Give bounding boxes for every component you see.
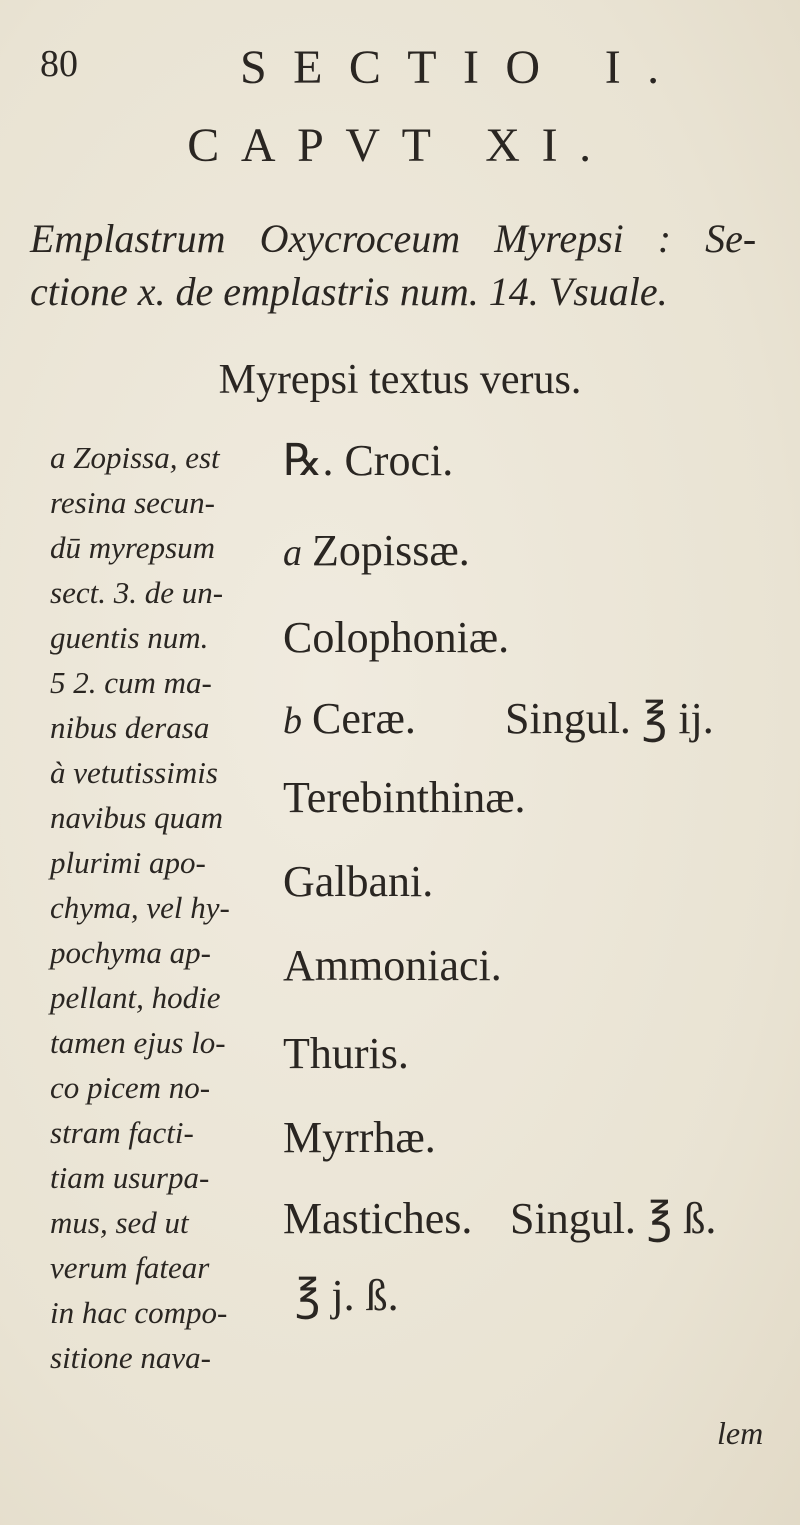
recipe-line: [295, 1270, 399, 1321]
recipe-ingredient: Zopissæ.: [312, 526, 470, 575]
margin-note-line: pochyma ap-: [50, 935, 211, 970]
chapter-title: CAPVT XI.: [187, 119, 613, 172]
catchword: lem: [717, 1415, 764, 1451]
margin-note-line: sect. 3. de un-: [50, 575, 224, 610]
recipe-line: [283, 435, 453, 486]
margin-note-line: mus, sed ut: [50, 1205, 189, 1240]
margin-note-line: stram facti-: [50, 1115, 194, 1150]
margin-note-line: a Zopissa, est: [50, 440, 220, 475]
recipe-line: [283, 693, 416, 744]
note-marker: a: [283, 532, 302, 574]
margin-note-line: nibus derasa: [50, 710, 210, 745]
margin-note-line: in hac compo-: [50, 1295, 228, 1330]
margin-note-line: navibus quam: [50, 800, 224, 835]
recipe-ingredient: Galbani.: [283, 857, 434, 906]
margin-note-line: plurimi apo-: [50, 845, 206, 880]
section-title: SECTIO I.: [240, 41, 686, 94]
margin-note-line: pellant, hodie: [50, 980, 221, 1015]
margin-note-line: sitione nava-: [50, 1340, 211, 1375]
recipe-ingredient: Thuris.: [283, 1029, 409, 1078]
recipe-ingredient: ℥ j. ß.: [295, 1271, 399, 1320]
margin-note-line: tamen ejus lo-: [50, 1025, 226, 1060]
subtitle-line-1: Emplastrum Oxycroceum Myrepsi : Se-: [30, 216, 757, 261]
dosage-singul-2: Singul. ℥ ß.: [510, 1194, 717, 1243]
recipe-ingredient: Terebinthinæ.: [283, 773, 526, 822]
subtitle-line-2: ctione x. de emplastris num. 14. Vsuale.: [30, 269, 668, 314]
margin-note-line: verum fatear: [50, 1250, 210, 1285]
dosage-singul-1: Singul. ℥ ij.: [505, 694, 714, 743]
recipe-line: [283, 856, 433, 907]
recipe-line: [283, 1193, 472, 1244]
recipe-ingredient: Ceræ.: [312, 694, 416, 743]
recipe-line: [283, 525, 470, 576]
page-number: 80: [40, 43, 78, 85]
margin-note-line: resina secun-: [50, 485, 216, 520]
recipe-ingredient: Colophoniæ.: [283, 613, 510, 662]
recipe-line: [283, 1028, 409, 1079]
margin-note-line: tiam usurpa-: [50, 1160, 210, 1195]
recipe-line: [283, 1112, 436, 1163]
text-heading: Myrepsi textus verus.: [218, 357, 582, 403]
recipe-line: [283, 940, 502, 991]
margin-note-line: dū myrepsum: [50, 530, 216, 565]
margin-note-line: 5 2. cum ma-: [50, 665, 212, 700]
margin-note-line: guentis num.: [50, 620, 209, 655]
recipe-line: [283, 772, 526, 823]
recipe-line: [283, 612, 509, 663]
running-header: [0, 40, 800, 100]
margin-note-line: co picem no-: [50, 1070, 211, 1105]
note-marker: b: [283, 700, 302, 742]
recipe-ingredient: Myrrhæ.: [283, 1113, 436, 1162]
recipe-ingredient: Mastiches.: [283, 1194, 473, 1243]
margin-note-line: chyma, vel hy-: [50, 890, 230, 925]
recipe-ingredient: ℞. Croci.: [283, 436, 454, 485]
margin-note-line: à vetutissimis: [50, 755, 218, 790]
recipe-ingredient: Ammoniaci.: [283, 941, 502, 990]
